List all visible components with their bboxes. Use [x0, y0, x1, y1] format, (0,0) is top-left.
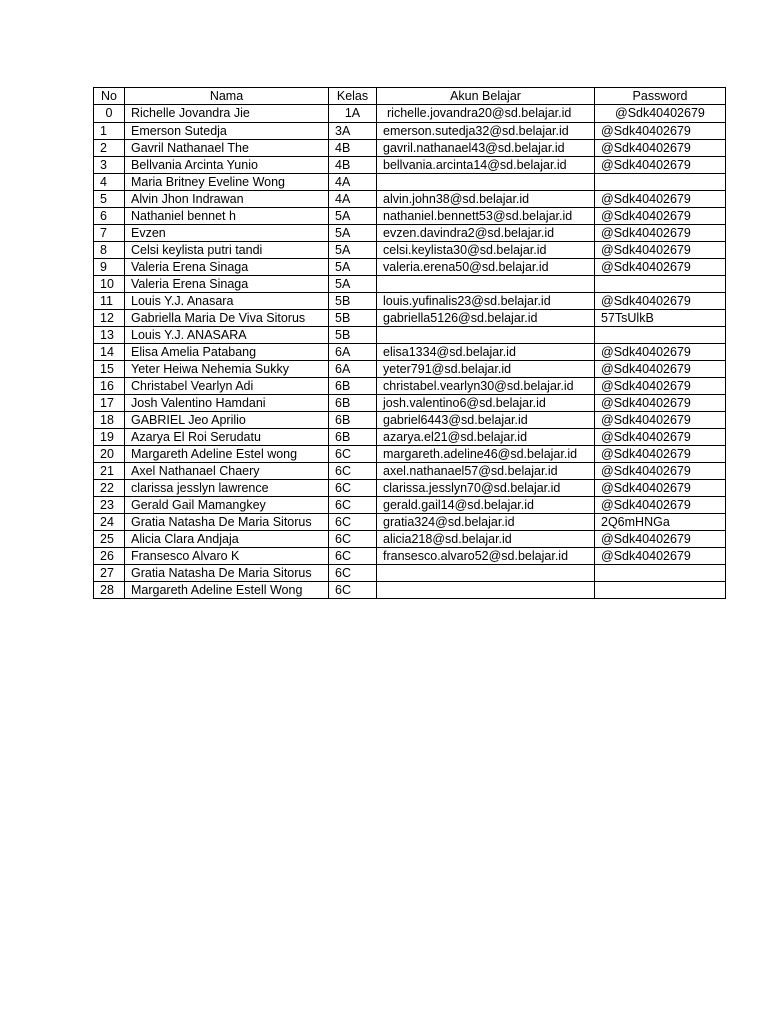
cell-no: 25	[94, 531, 125, 548]
table-row	[94, 310, 726, 327]
cell-akun-belajar: margareth.adeline46@sd.belajar.id	[377, 446, 595, 463]
table-body	[94, 105, 726, 599]
cell-no: 23	[94, 497, 125, 514]
cell-password: @Sdk40402679	[595, 497, 726, 514]
cell-kelas: 5B	[329, 310, 377, 327]
cell-akun-belajar: axel.nathanael57@sd.belajar.id	[377, 463, 595, 480]
cell-no: 22	[94, 480, 125, 497]
cell-nama: clarissa jesslyn lawrence	[125, 480, 329, 497]
cell-nama: Fransesco Alvaro K	[125, 548, 329, 565]
cell-password: @Sdk40402679	[595, 412, 726, 429]
cell-nama: Alicia Clara Andjaja	[125, 531, 329, 548]
cell-no: 13	[94, 327, 125, 344]
cell-akun-belajar: christabel.vearlyn30@sd.belajar.id	[377, 378, 595, 395]
cell-akun-belajar: gavril.nathanael43@sd.belajar.id	[377, 140, 595, 157]
cell-nama: Celsi keylista putri tandi	[125, 242, 329, 259]
cell-akun-belajar	[377, 565, 595, 582]
cell-nama: Azarya El Roi Serudatu	[125, 429, 329, 446]
cell-akun-belajar	[377, 174, 595, 191]
cell-no: 1	[94, 123, 125, 140]
cell-password: @Sdk40402679	[595, 395, 726, 412]
cell-password: @Sdk40402679	[595, 259, 726, 276]
cell-nama: Maria Britney Eveline Wong	[125, 174, 329, 191]
table-row	[94, 497, 726, 514]
cell-no: 12	[94, 310, 125, 327]
cell-no: 19	[94, 429, 125, 446]
table-row	[94, 378, 726, 395]
cell-nama: Valeria Erena Sinaga	[125, 259, 329, 276]
cell-no: 5	[94, 191, 125, 208]
cell-password: @Sdk40402679	[595, 157, 726, 174]
table-header	[94, 88, 726, 105]
cell-kelas: 4B	[329, 157, 377, 174]
cell-no: 21	[94, 463, 125, 480]
cell-nama: Emerson Sutedja	[125, 123, 329, 140]
cell-kelas: 6C	[329, 463, 377, 480]
cell-password: @Sdk40402679	[595, 105, 726, 123]
header-akun-belajar: Akun Belajar	[377, 88, 595, 105]
cell-password: @Sdk40402679	[595, 344, 726, 361]
cell-nama: Axel Nathanael Chaery	[125, 463, 329, 480]
cell-kelas: 4A	[329, 174, 377, 191]
cell-akun-belajar: fransesco.alvaro52@sd.belajar.id	[377, 548, 595, 565]
cell-kelas: 5A	[329, 259, 377, 276]
cell-kelas: 6B	[329, 429, 377, 446]
cell-nama: Margareth Adeline Estel wong	[125, 446, 329, 463]
cell-no: 18	[94, 412, 125, 429]
cell-akun-belajar: celsi.keylista30@sd.belajar.id	[377, 242, 595, 259]
cell-nama: Gavril Nathanael The	[125, 140, 329, 157]
cell-no: 28	[94, 582, 125, 599]
cell-nama: Josh Valentino Hamdani	[125, 395, 329, 412]
cell-nama: Bellvania Arcinta Yunio	[125, 157, 329, 174]
cell-akun-belajar	[377, 327, 595, 344]
table-row	[94, 344, 726, 361]
cell-kelas: 6A	[329, 361, 377, 378]
cell-no: 16	[94, 378, 125, 395]
cell-password: @Sdk40402679	[595, 140, 726, 157]
table-row	[94, 412, 726, 429]
cell-password: @Sdk40402679	[595, 531, 726, 548]
cell-nama: Elisa Amelia Patabang	[125, 344, 329, 361]
cell-password	[595, 327, 726, 344]
cell-kelas: 6C	[329, 565, 377, 582]
cell-kelas: 5B	[329, 293, 377, 310]
cell-password: @Sdk40402679	[595, 293, 726, 310]
cell-kelas: 5A	[329, 208, 377, 225]
cell-kelas: 6C	[329, 497, 377, 514]
cell-password: @Sdk40402679	[595, 378, 726, 395]
cell-password	[595, 276, 726, 293]
cell-password: @Sdk40402679	[595, 191, 726, 208]
cell-akun-belajar: josh.valentino6@sd.belajar.id	[377, 395, 595, 412]
cell-nama: Gerald Gail Mamangkey	[125, 497, 329, 514]
cell-no: 11	[94, 293, 125, 310]
cell-no: 15	[94, 361, 125, 378]
cell-no: 9	[94, 259, 125, 276]
cell-no: 10	[94, 276, 125, 293]
header-password: Password	[595, 88, 726, 105]
cell-password	[595, 565, 726, 582]
cell-nama: GABRIEL Jeo Aprilio	[125, 412, 329, 429]
cell-akun-belajar: alvin.john38@sd.belajar.id	[377, 191, 595, 208]
table-row	[94, 361, 726, 378]
cell-akun-belajar: bellvania.arcinta14@sd.belajar.id	[377, 157, 595, 174]
table-row	[94, 105, 726, 123]
cell-nama: Christabel Vearlyn Adi	[125, 378, 329, 395]
cell-no: 14	[94, 344, 125, 361]
cell-kelas: 6C	[329, 446, 377, 463]
cell-nama: Richelle Jovandra Jie	[125, 105, 329, 123]
cell-kelas: 3A	[329, 123, 377, 140]
table-row	[94, 259, 726, 276]
cell-nama: Nathaniel bennet h	[125, 208, 329, 225]
cell-password: @Sdk40402679	[595, 480, 726, 497]
cell-no: 8	[94, 242, 125, 259]
table-row	[94, 242, 726, 259]
cell-nama: Louis Y.J. ANASARA	[125, 327, 329, 344]
student-accounts-table	[93, 87, 726, 599]
cell-no: 3	[94, 157, 125, 174]
cell-nama: Gabriella Maria De Viva Sitorus	[125, 310, 329, 327]
table-row	[94, 480, 726, 497]
cell-password	[595, 174, 726, 191]
cell-akun-belajar	[377, 276, 595, 293]
table-row	[94, 225, 726, 242]
cell-kelas: 4A	[329, 191, 377, 208]
cell-kelas: 1A	[329, 105, 377, 123]
table-row	[94, 191, 726, 208]
cell-password: @Sdk40402679	[595, 123, 726, 140]
cell-password: 2Q6mHNGa	[595, 514, 726, 531]
cell-kelas: 6C	[329, 531, 377, 548]
cell-akun-belajar: gerald.gail14@sd.belajar.id	[377, 497, 595, 514]
cell-no: 24	[94, 514, 125, 531]
cell-kelas: 6A	[329, 344, 377, 361]
table-row	[94, 395, 726, 412]
cell-password: @Sdk40402679	[595, 548, 726, 565]
cell-kelas: 6C	[329, 514, 377, 531]
cell-password	[595, 582, 726, 599]
cell-kelas: 6C	[329, 480, 377, 497]
table-row	[94, 582, 726, 599]
cell-password: @Sdk40402679	[595, 242, 726, 259]
cell-nama: Evzen	[125, 225, 329, 242]
cell-kelas: 5A	[329, 225, 377, 242]
cell-kelas: 6C	[329, 582, 377, 599]
cell-akun-belajar: nathaniel.bennett53@sd.belajar.id	[377, 208, 595, 225]
cell-password: @Sdk40402679	[595, 463, 726, 480]
table-row	[94, 429, 726, 446]
cell-akun-belajar: elisa1334@sd.belajar.id	[377, 344, 595, 361]
cell-password: @Sdk40402679	[595, 429, 726, 446]
cell-nama: Valeria Erena Sinaga	[125, 276, 329, 293]
table-row	[94, 276, 726, 293]
cell-akun-belajar: evzen.davindra2@sd.belajar.id	[377, 225, 595, 242]
cell-no: 27	[94, 565, 125, 582]
table-row	[94, 463, 726, 480]
cell-akun-belajar: louis.yufinalis23@sd.belajar.id	[377, 293, 595, 310]
cell-no: 0	[94, 105, 125, 123]
cell-password: 57TsUlkB	[595, 310, 726, 327]
cell-kelas: 6B	[329, 378, 377, 395]
cell-password: @Sdk40402679	[595, 208, 726, 225]
cell-nama: Gratia Natasha De Maria Sitorus	[125, 514, 329, 531]
cell-nama: Alvin Jhon Indrawan	[125, 191, 329, 208]
cell-akun-belajar: richelle.jovandra20@sd.belajar.id	[377, 105, 595, 123]
cell-no: 2	[94, 140, 125, 157]
cell-akun-belajar: emerson.sutedja32@sd.belajar.id	[377, 123, 595, 140]
cell-kelas: 6C	[329, 548, 377, 565]
table-row	[94, 548, 726, 565]
table-row	[94, 565, 726, 582]
table-row	[94, 293, 726, 310]
header-row	[94, 88, 726, 105]
cell-akun-belajar	[377, 582, 595, 599]
cell-akun-belajar: gabriel6443@sd.belajar.id	[377, 412, 595, 429]
cell-password: @Sdk40402679	[595, 361, 726, 378]
cell-password: @Sdk40402679	[595, 446, 726, 463]
cell-no: 26	[94, 548, 125, 565]
cell-kelas: 5A	[329, 242, 377, 259]
cell-no: 7	[94, 225, 125, 242]
table-row	[94, 174, 726, 191]
cell-no: 4	[94, 174, 125, 191]
table-row	[94, 327, 726, 344]
cell-akun-belajar: yeter791@sd.belajar.id	[377, 361, 595, 378]
table-row	[94, 446, 726, 463]
cell-no: 17	[94, 395, 125, 412]
cell-akun-belajar: clarissa.jesslyn70@sd.belajar.id	[377, 480, 595, 497]
cell-akun-belajar: gratia324@sd.belajar.id	[377, 514, 595, 531]
cell-nama: Yeter Heiwa Nehemia Sukky	[125, 361, 329, 378]
header-no: No	[94, 88, 125, 105]
cell-kelas: 5B	[329, 327, 377, 344]
cell-akun-belajar: valeria.erena50@sd.belajar.id	[377, 259, 595, 276]
cell-nama: Gratia Natasha De Maria Sitorus	[125, 565, 329, 582]
table-row	[94, 140, 726, 157]
table-row	[94, 531, 726, 548]
table-row	[94, 514, 726, 531]
cell-password: @Sdk40402679	[595, 225, 726, 242]
table-row	[94, 208, 726, 225]
cell-kelas: 6B	[329, 412, 377, 429]
table-row	[94, 157, 726, 174]
cell-kelas: 5A	[329, 276, 377, 293]
cell-nama: Louis Y.J. Anasara	[125, 293, 329, 310]
cell-kelas: 6B	[329, 395, 377, 412]
cell-akun-belajar: gabriella5126@sd.belajar.id	[377, 310, 595, 327]
cell-no: 20	[94, 446, 125, 463]
header-kelas: Kelas	[329, 88, 377, 105]
table-row	[94, 123, 726, 140]
cell-akun-belajar: azarya.el21@sd.belajar.id	[377, 429, 595, 446]
header-nama: Nama	[125, 88, 329, 105]
cell-no: 6	[94, 208, 125, 225]
cell-kelas: 4B	[329, 140, 377, 157]
cell-akun-belajar: alicia218@sd.belajar.id	[377, 531, 595, 548]
cell-nama: Margareth Adeline Estell Wong	[125, 582, 329, 599]
